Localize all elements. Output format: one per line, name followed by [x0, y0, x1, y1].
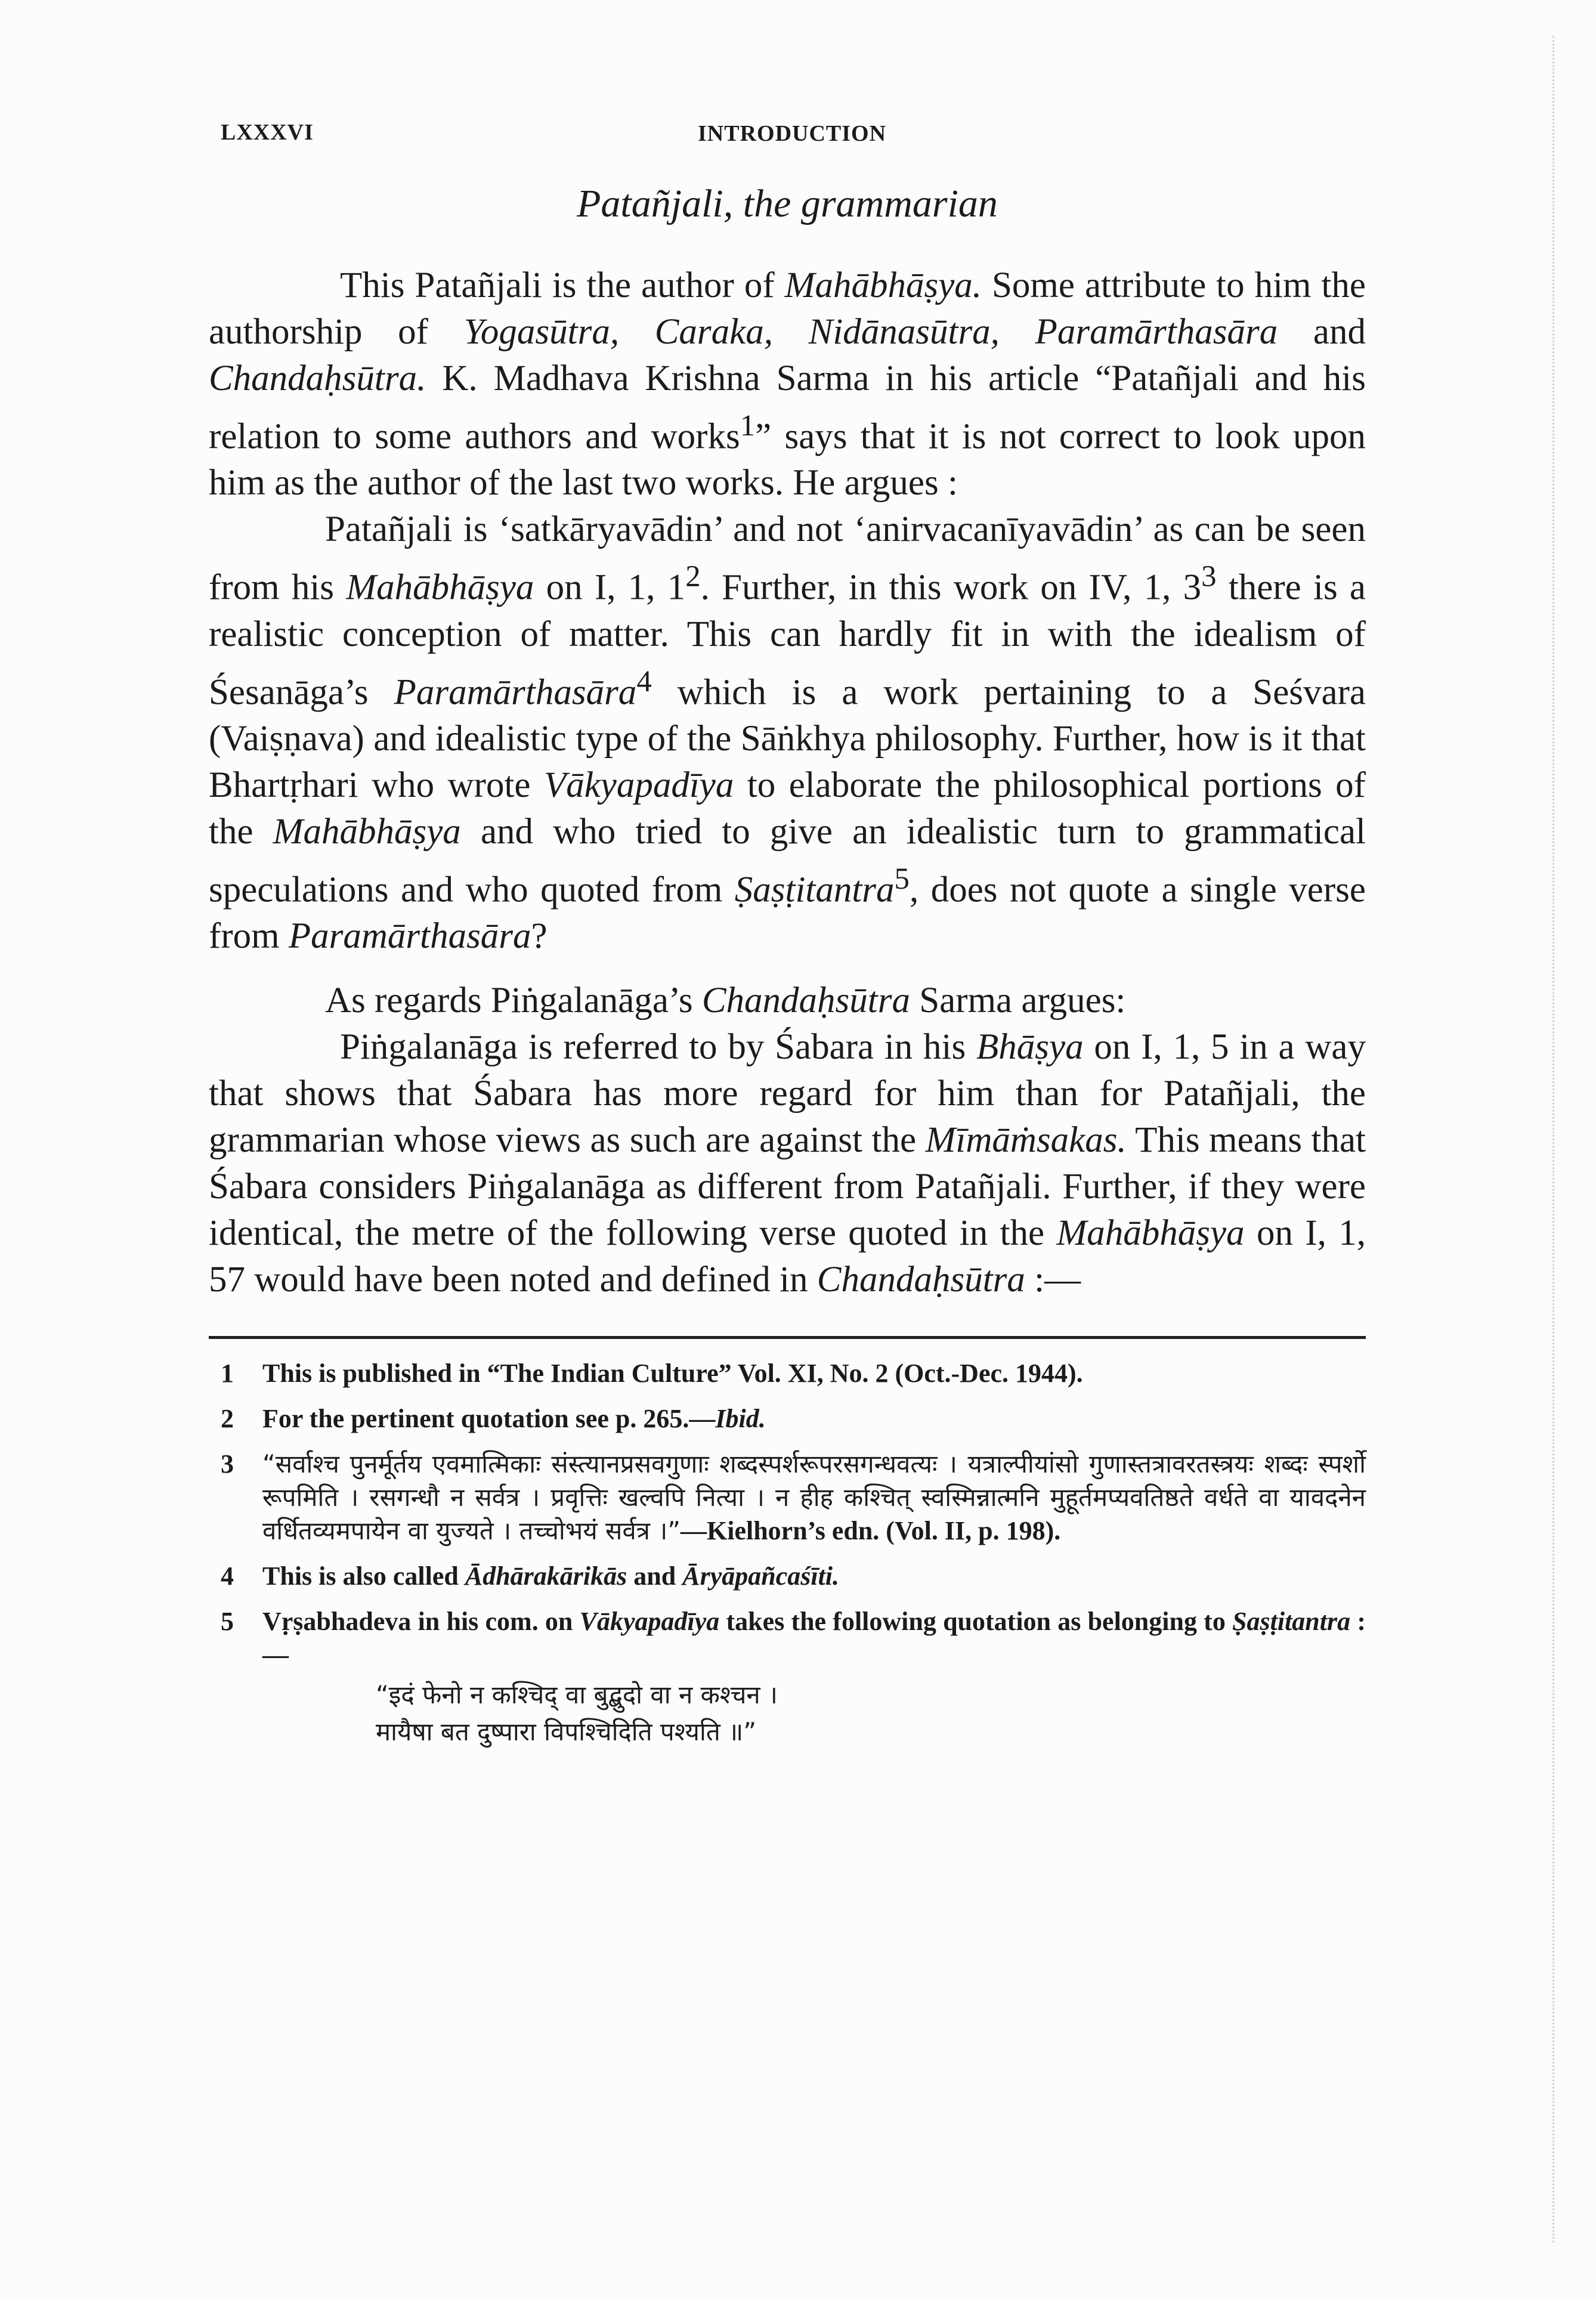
sanskrit-quotation: “सर्वाश्च पुनर्मूर्तय एवमात्मिकाः संस्त्यानप्रसवगुणाः शब्दस्पर्शरूपरसगन्धवत्यः । यत्राल्पीयांसो गुणास्तत्रावरतस्त्रयः शब्दः स्पर्शो रूपमिति । रसगन्धौ न सर्वत्र । प्रवृत्तिः खल्वपि नित्या । न हीह कश्चित् स्वस्मिन्नात्मनि मुहूर्तमप्यवतिष्ठते वर्धते वा यावदनेन वर्धितव्यमपायेन वा युज्यते । तच्चोभयं सर्वत्र ।” — [262, 1449, 1366, 1546]
footnote-separator — [209, 1336, 1366, 1339]
running-header — [209, 107, 1366, 161]
footnotes — [209, 1357, 1366, 1751]
footnote-ref-5: 5 — [894, 861, 910, 895]
running-title: INTRODUCTION — [698, 121, 887, 146]
footnote-1: 1 This is published in “The Indian Culture” Vol. XI, No. 2 (Oct.-Dec. 1944). — [221, 1359, 1083, 1388]
book-page — [209, 107, 1366, 2231]
footnote-4: 4 This is also called Ādhārakārikās and Āryāpañcaśīti. — [221, 1561, 840, 1591]
section-heading: Patañjali, the grammarian — [577, 182, 998, 225]
footnote-5: 5 Vṛṣabhadeva in his com. on Vākyapadīya takes the following quotation as belonging to Ṣaṣṭitantra :— “इदं फेनो न कश्चिद् वा बुद्बुदो वा न कश्चन । मायैषा बत दुष्पारा विपश्चिदिति पश्यति ॥” — [209, 1605, 1366, 1751]
paragraph-4: Piṅgalanāga is referred to by Śabara in his Bhāṣya on I, 1, 5 in a way that shows that Śabara has more regard for him than for Patañjali, the grammarian whose views as such are against the Mīmāṁsakas. This means that Śabara considers Piṅgalanāga as different from Patañjali. Further, if they were identical, the metre of the following verse quoted in the Mahābhāṣya on I, 1, 57 would have been noted and defined in Chandaḥsūtra :— — [209, 1027, 1366, 1300]
footnote-3: 3 “सर्वाश्च पुनर्मूर्तय एवमात्मिकाः संस्त्यानप्रसवगुणाः शब्दस्पर्शरूपरसगन्धवत्यः । यत्राल्पीयांसो गुणास्तत्रावरतस्त्रयः शब्दः स्पर्शो रूपमिति । रसगन्धौ न सर्वत्र । प्रवृत्तिः खल्वपि नित्या । न हीह कश्चित् स्वस्मिन्नात्मनि मुहूर्तमप्यवतिष्ठते वर्धते वा यावदनेन वर्धितव्यमपायेन वा युज्यते । तच्चोभयं सर्वत्र ।”—Kielhorn’s edn. (Vol. II, p. 198). — [221, 1449, 1366, 1546]
footnote-ref-3: 3 — [1201, 559, 1217, 593]
sanskrit-verse: “इदं फेनो न कश्चिद् वा बुद्बुदो वा न कश्चन । मायैषा बत दुष्पारा विपश्चिदिति पश्यति ॥” — [376, 1680, 778, 1747]
page-number: LXXXVI — [221, 120, 314, 145]
footnote-ref-1: 1 — [740, 409, 756, 442]
footnote-ref-4: 4 — [636, 664, 652, 698]
footnote-2: 2 For the pertinent quotation see p. 265.—Ibid. — [221, 1404, 766, 1434]
paragraph-gap — [209, 960, 1366, 978]
paragraph-2: Patañjali is ‘satkāryavādin’ and not ‘anirvacanīyavādin’ as can be seen from his Mahābhāṣya on I, 1, $1^2$. Further, in this work on IV, 1, $3^3$ there is a realistic conception of matter. This can hardly fit in with the idealism of Śesanāga’s Paramārthasāra$^4$ which is a work pertaining to a Seśvara (Vaiṣṇava) and idealistic type of the Sāṅkhya philosophy. Further, how is it that Bhartṛhari who wrote Vākyapadīya to elaborate the philosophical portions of the Mahābhāṣya and who tried to give an idealistic turn to grammatical speculations and who quoted from Ṣaṣṭitantra$^5$, does not quote a single verse from Paramārthasāra? — [209, 509, 1366, 957]
footnote-ref-2: 2 — [685, 559, 701, 593]
paragraph-3: As regards Piṅgalanāga’s Chandaḥsūtra Sarma argues: — [325, 981, 1126, 1021]
paragraph-1: This Patañjali is the author of Mahābhāṣya. Some attribute to him the authorship of Yogasūtra, Caraka, Nidānasūtra, Paramārthasāra and Chandaḥsūtra. K. Madhava Krishna Sarma in his article “Patañjali and his relation to some authors and works$^1$” says that it is not correct to look upon him as the author of the last two works. He argues : — [209, 265, 1366, 503]
scan-margin-edge — [1552, 36, 1575, 2243]
